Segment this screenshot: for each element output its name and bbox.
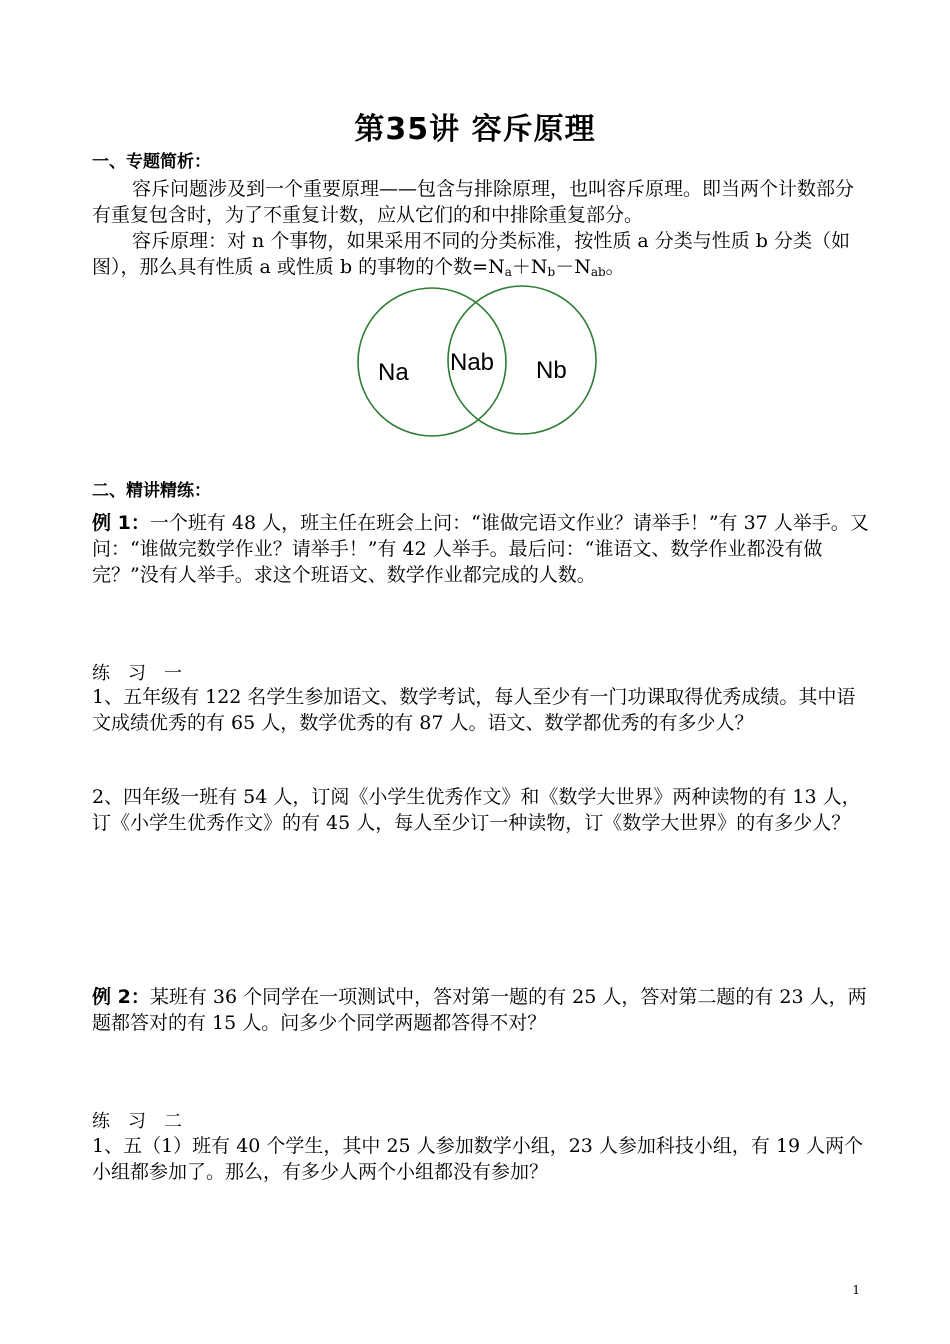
section2-heading: 二、精讲精练： xyxy=(92,481,211,501)
formula-sub-b: b xyxy=(547,265,556,279)
practice1-q2: 2、四年级一班有 54 人，订阅《小学生优秀作文》和《数学大世界》两种读物的有 13 人，订《小学生优秀作文》的有 45 人，每人至少订一种读物，订《数学大世界》的有多少人？ xyxy=(92,786,861,834)
venn-label-nb: Nb xyxy=(536,357,567,384)
example2-text: 某班有 36 个同学在一项测试中，答对第一题的有 25 人，答对第二题的有 23 人，两题都答对的有 15 人。问多少个同学两题都答得不对？ xyxy=(92,986,867,1034)
page-title: 第35讲 容斥原理 xyxy=(354,112,596,147)
practice1-title: 练习一 xyxy=(92,663,200,684)
venn-label-nab: Nab xyxy=(450,349,495,376)
formula-plus: ＋N xyxy=(511,256,548,278)
example1-label: 例 1： xyxy=(92,512,150,534)
section1-para2 xyxy=(92,228,872,285)
practice1-q1: 1、五年级有 122 名学生参加语文、数学考试，每人至少有一门功课取得优秀成绩。其中语文成绩优秀的有 65 人，数学优秀的有 87 人。语文、数学都优秀的有多少人？ xyxy=(92,686,856,734)
example1 xyxy=(92,510,872,588)
para2-text: 容斥原理：对 n 个事物，如果采用不同的分类标准，按性质 a 分类与性质 b 分类（如图），那么具有性质 a 或性质 b 的事物的个数=N xyxy=(92,230,850,278)
formula-sub-a: a xyxy=(504,265,512,279)
section1-para1: 容斥问题涉及到一个重要原理——包含与排除原理，也叫容斥原理。即当两个计数部分有重复包含时，为了不重复计数，应从它们的和中排除重复部分。 xyxy=(92,178,855,226)
section1-heading: 一、专题简析： xyxy=(92,152,211,172)
example1-text: 一个班有 48 人，班主任在班会上问：“谁做完语文作业？请举手！”有 37 人举手。又问：“谁做完数学作业？请举手！”有 42 人举手。最后问：“谁语文、数学作业都没有做完？”没有人举手。求这个班语文、数学作业都完成的人数。 xyxy=(92,512,869,586)
page-number: 1 xyxy=(852,1283,860,1297)
practice2-title: 练习二 xyxy=(92,1111,200,1132)
formula-end: 。 xyxy=(605,256,625,278)
venn-label-na: Na xyxy=(378,359,409,386)
formula-sub-ab: ab xyxy=(590,265,606,279)
example2 xyxy=(92,984,872,1036)
practice2-q1: 1、五（1）班有 40 个学生，其中 25 人参加数学小组，23 人参加科技小组，有 19 人两个小组都参加了。那么，有多少人两个小组都没有参加？ xyxy=(92,1135,864,1183)
venn-diagram xyxy=(352,282,602,442)
example2-label: 例 2： xyxy=(92,986,150,1008)
formula-minus: －N xyxy=(555,256,591,278)
